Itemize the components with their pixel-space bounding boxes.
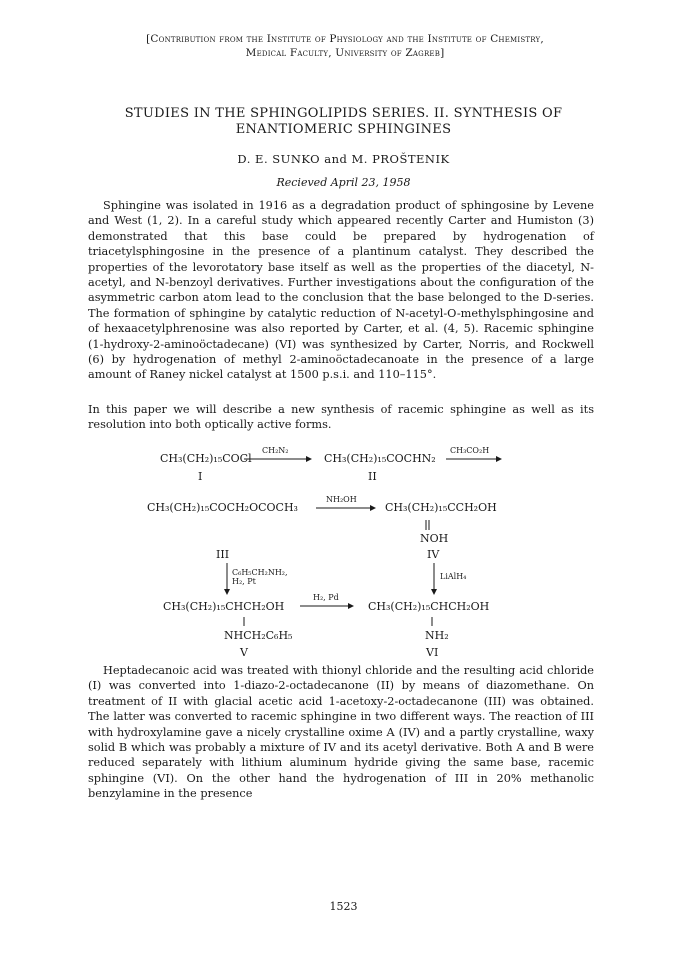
compound-v-amine: NHCH₂C₆H₅	[224, 629, 293, 642]
reagent-hydroxylamine: NH₂OH	[326, 495, 357, 504]
label-iii: III	[216, 548, 230, 561]
authors: D. E. SUNKO and M. PROŠTENIK	[237, 152, 450, 166]
affiliation-line-2: Medical Faculty, University of Zagreb]	[245, 47, 445, 59]
compound-iv: CH₃(CH₂)₁₅CCH₂OH	[385, 501, 497, 514]
paragraph-intro: Sphingine was isolated in 1916 as a degradation product of sphingosine by Levene and West (1, 2). In a careful study which appeared recently Carter and Humiston (3) demonstrated that this base could be prepared by hydrogenation of triacetylsphingosine in the presence of a plantinum catalyst. They described the properties of the levorotatory base itself as well as the properties of the diacetyl, N-acetyl, and N-benzoyl derivatives. Further investigations about the configuration of the asymmetric carbon atom lead to the conclusion that the base belonged to the D-series. The formation of sphingine by catalytic reduction of N-acetyl-O-methylsphingosine and of hexaacetylphrenosine was also reported by Carter, et al. (4, 5). Racemic sphingine (1-hydroxy-2-aminoöctadecane) (VI) was synthesized by Carter, Norris, and Rockwell (6) by hydrogenation of methyl 2-aminoöctadecanoate in the presence of a large amount of Raney nickel catalyst at 1500 p.s.i. and 110–115°.	[88, 199, 594, 382]
label-vi: VI	[426, 646, 439, 659]
compound-iv-oxime: NOH	[420, 532, 449, 545]
received-date: Recieved April 23, 1958	[276, 176, 411, 189]
compound-v: CH₃(CH₂)₁₅CHCH₂OH	[163, 600, 285, 613]
title-line-2: ENANTIOMERIC SPHINGINES	[235, 122, 452, 137]
label-iv: IV	[427, 548, 440, 561]
paragraph-synthesis: Heptadecanoic acid was treated with thionyl chloride and the resulting acid chloride (I) was converted into 1-diazo-2-octadecanone (II) by means of diazomethane. On treatment of II with glacial acetic acid 1-acetoxy-2-octadecanone (III) was obtained. The latter was converted to racemic sphingine in two different ways. The reaction of III with hydroxylamine gave a nicely crystalline oxime A (IV) and a partly crystalline, waxy solid B which was probably a mixture of IV and its acetyl derivative. Both A and B were reduced separately with lithium aluminum hydride giving the same base, racemic sphingine (VI). On the other hand the hydrogenation of III in 20% methanolic benzylamine in the presence	[88, 664, 594, 801]
paragraph-aim: In this paper we will describe a new synthesis of racemic sphingine as well as its resolution into both optically active forms.	[88, 403, 594, 432]
title-line-1: STUDIES IN THE SPHINGOLIPIDS SERIES. II. SYNTHESIS OF	[124, 106, 563, 121]
label-v: V	[240, 646, 248, 659]
page-number: 1523	[329, 900, 358, 913]
reagent-diazomethane: CH₂N₂	[262, 446, 289, 455]
reagent-hydrogen-platinum: H₂, Pt	[232, 577, 256, 586]
affiliation-line-1: [Contribution from the Institute of Physiology and the Institute of Chemistry,	[146, 33, 544, 45]
label-i: I	[198, 470, 203, 483]
compound-iii: CH₃(CH₂)₁₅COCH₂OCOCH₃	[147, 501, 298, 514]
compound-vi-amine: NH₂	[425, 629, 449, 642]
label-ii: II	[368, 470, 377, 483]
compound-vi: CH₃(CH₂)₁₅CHCH₂OH	[368, 600, 490, 613]
reagent-hydrogen-palladium: H₂, Pd	[313, 593, 339, 602]
compound-ii: CH₃(CH₂)₁₅COCHN₂	[324, 452, 436, 465]
reagent-lithium-aluminum-hydride: LiAlH₄	[440, 572, 467, 581]
reagent-benzylamine: C₆H₅CH₂NH₂,	[232, 568, 288, 577]
compound-i: CH₃(CH₂)₁₅COCl	[160, 452, 252, 465]
reagent-acetic-acid: CH₃CO₂H	[450, 446, 490, 455]
